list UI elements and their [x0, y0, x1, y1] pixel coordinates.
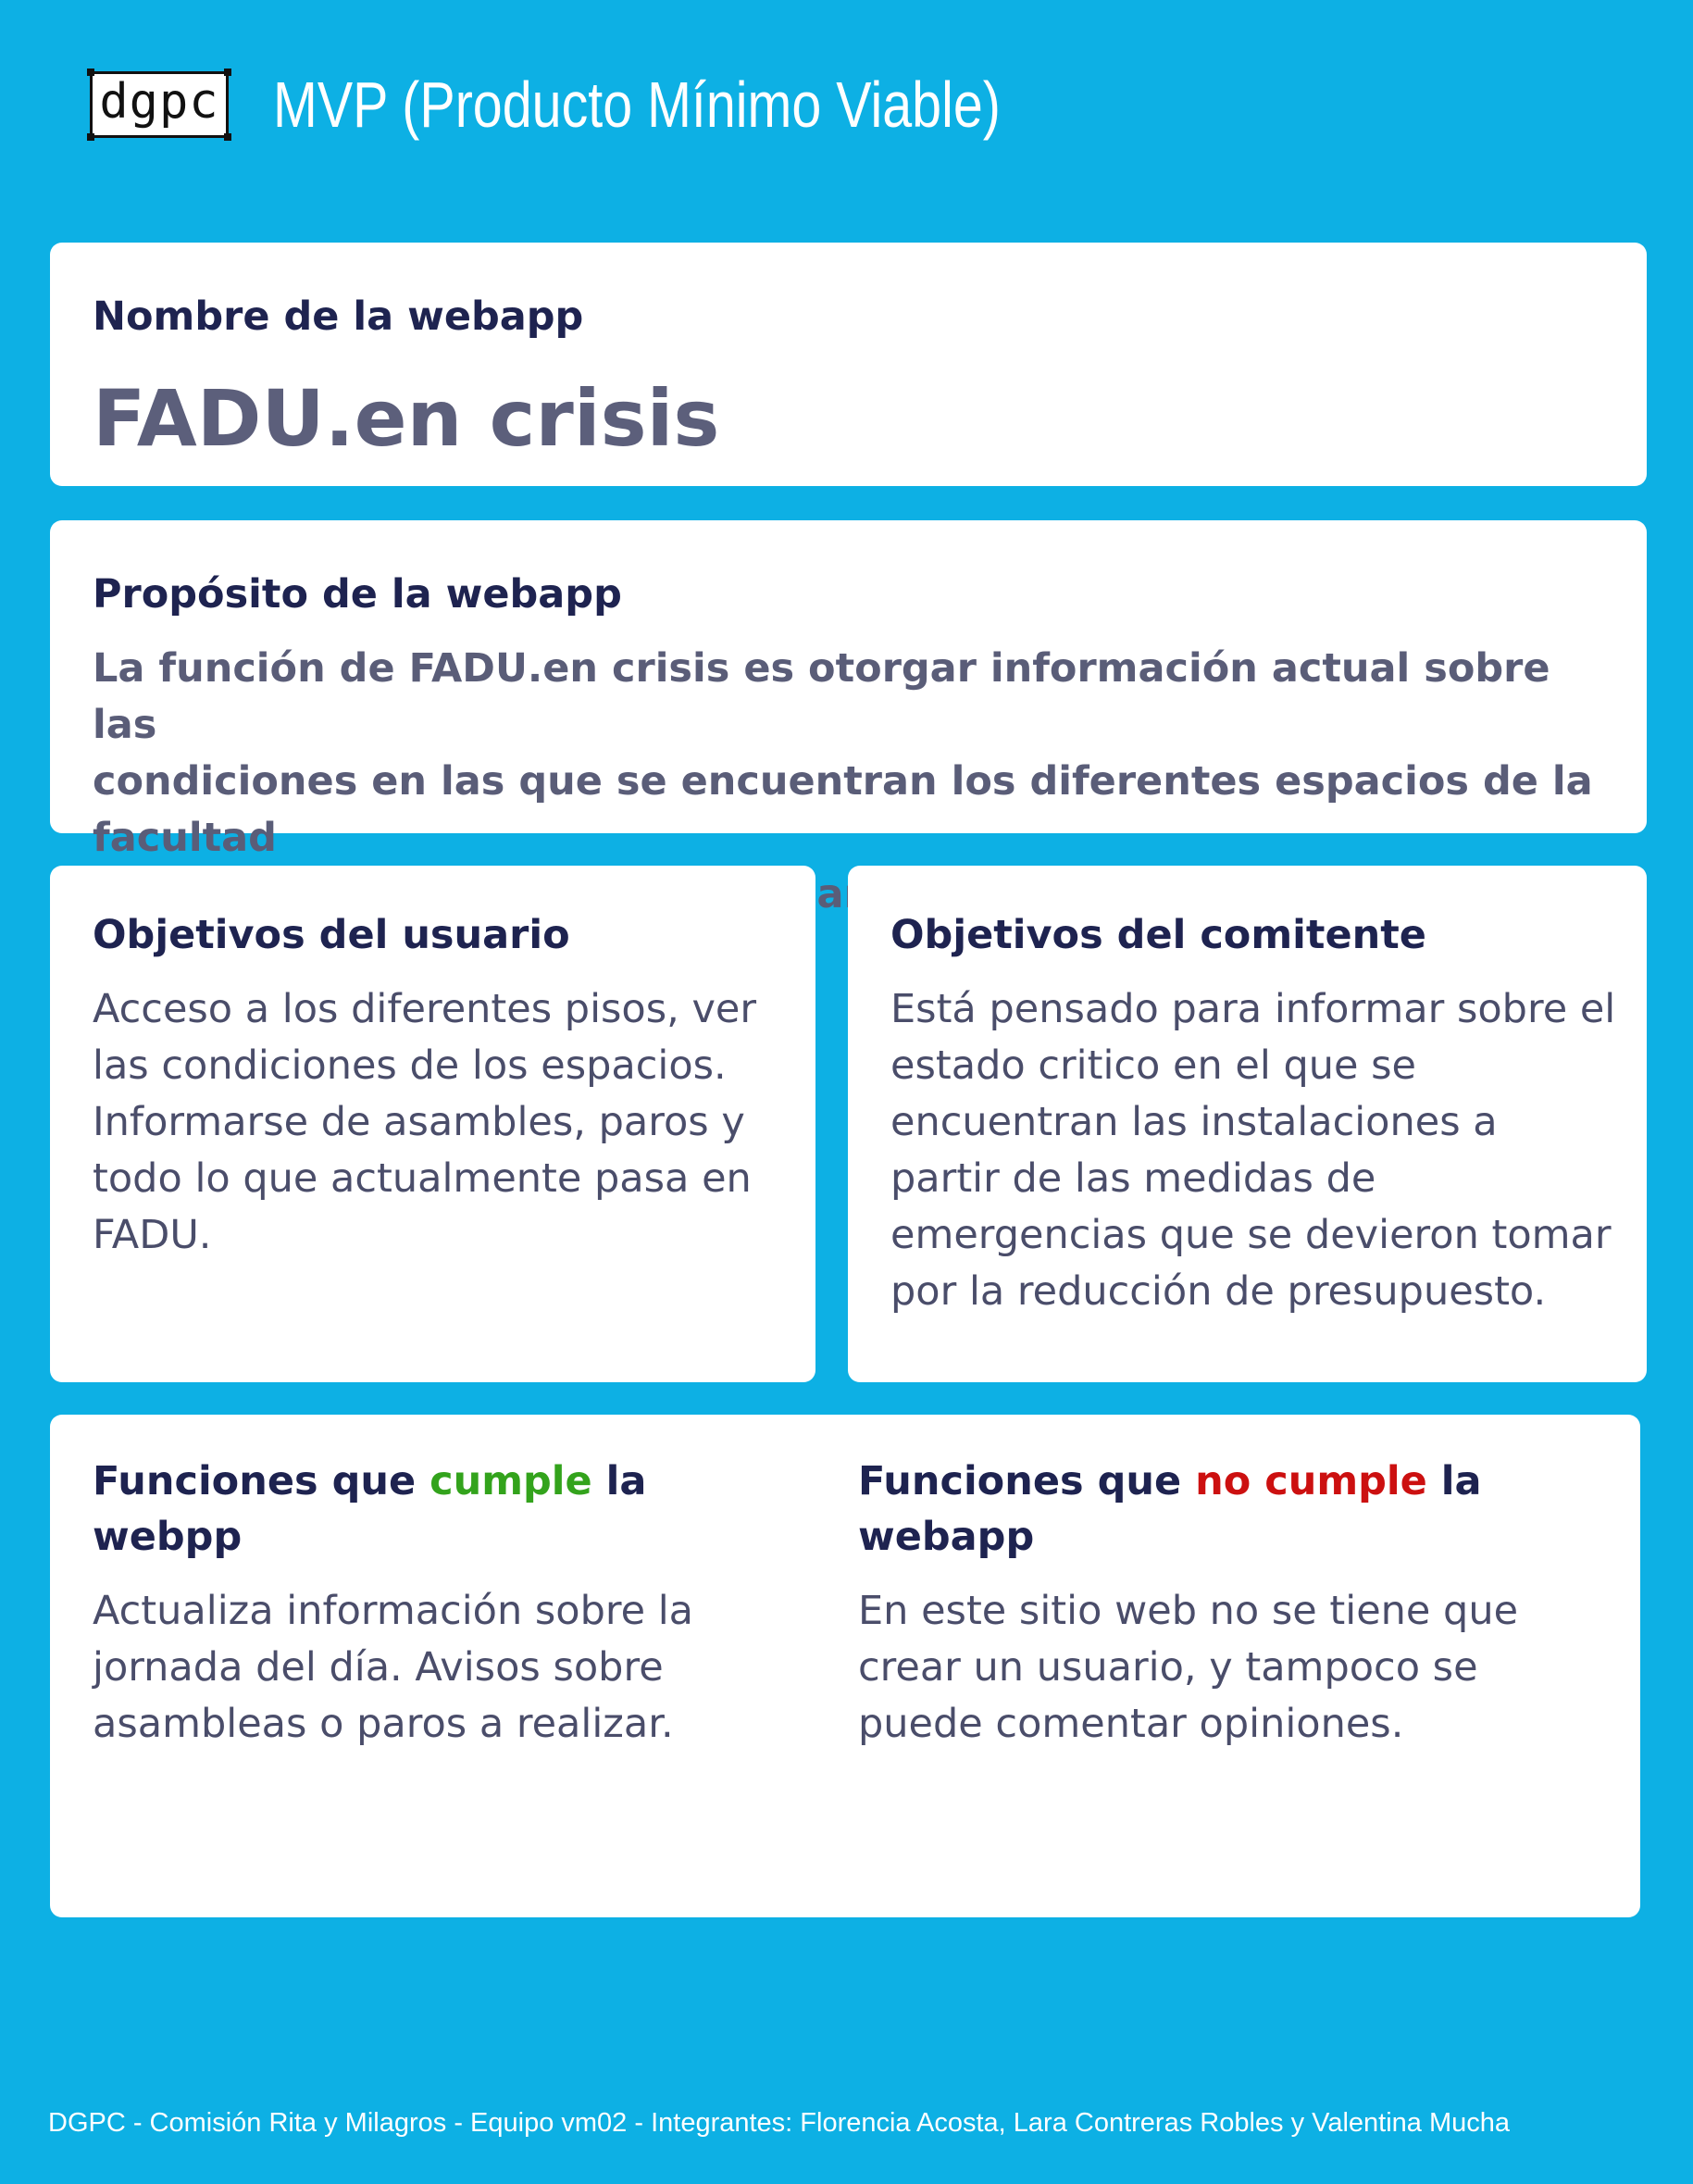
- user-goals-heading: Objetivos del usuario: [93, 912, 570, 958]
- functions-met-text: [93, 1583, 796, 1753]
- heading-part: la webpp: [93, 1458, 647, 1560]
- functions-not-met-column: [858, 1454, 1543, 1753]
- text-line: FADU.: [93, 1212, 212, 1258]
- dgpc-logo: [90, 71, 229, 138]
- text-line: Acceso a los diferentes pisos, ver: [93, 986, 757, 1032]
- user-goals-text: [93, 981, 788, 1264]
- logo-corner-handle: [224, 133, 231, 141]
- webapp-name-value: FADU.en crisis: [93, 373, 720, 464]
- logo-corner-handle: [224, 69, 231, 76]
- webapp-name-card: [50, 243, 1647, 486]
- text-line: estado critico en el que se: [890, 1042, 1417, 1089]
- text-line: todo lo que actualmente pasa en: [93, 1155, 752, 1202]
- client-goals-card: [848, 866, 1647, 1382]
- logo-text: dgpc: [99, 74, 219, 130]
- text-line: Está pensado para informar sobre el: [890, 986, 1616, 1032]
- text-line: condiciones en las que se encuentran los diferentes espacios de la facultad: [93, 758, 1593, 861]
- logo-corner-handle: [87, 133, 94, 141]
- text-line: crear un usuario, y tampoco se: [858, 1644, 1478, 1691]
- heading-part: Funciones que: [93, 1458, 430, 1504]
- page-title: MVP (Producto Mínimo Viable): [273, 69, 1001, 141]
- text-line: jornada del día. Avisos sobre: [93, 1644, 664, 1691]
- heading-part: webapp: [858, 1514, 1035, 1560]
- text-line: La función de FADU.en crisis es otorgar información actual sobre las: [93, 645, 1550, 748]
- functions-not-met-text: [858, 1583, 1543, 1753]
- user-goals-card: [50, 866, 815, 1382]
- page-header: [90, 63, 1160, 146]
- webapp-purpose-card: [50, 520, 1647, 861]
- webapp-name-heading: Nombre de la webapp: [93, 293, 584, 340]
- functions-not-met-heading: [858, 1454, 1543, 1565]
- functions-met-column: [93, 1454, 796, 1753]
- text-line: Actualiza información sobre la: [93, 1588, 694, 1634]
- text-line: partir de las medidas de: [890, 1155, 1376, 1202]
- footer-credits: DGPC - Comisión Rita y Milagros - Equipo vm02 - Integrantes: Florencia Acosta, Lara Contreras Robles y Valentina Mucha: [48, 2108, 1511, 2138]
- heading-part: la: [1426, 1458, 1482, 1504]
- text-line: emergencias que se devieron tomar: [890, 1212, 1612, 1258]
- logo-corner-handle: [87, 69, 94, 76]
- heading-part: Funciones que: [858, 1458, 1196, 1504]
- client-goals-text: [890, 981, 1619, 1320]
- cumple-highlight: cumple: [429, 1458, 592, 1504]
- no-cumple-highlight: no cumple: [1195, 1458, 1427, 1504]
- text-line: encuentran las instalaciones a: [890, 1099, 1498, 1145]
- text-line: las condiciones de los espacios.: [93, 1042, 727, 1089]
- webapp-purpose-heading: Propósito de la webapp: [93, 571, 622, 618]
- text-line: puede comentar opiniones.: [858, 1701, 1404, 1747]
- client-goals-heading: Objetivos del comitente: [890, 912, 1426, 958]
- text-line: por la reducción de presupuesto.: [890, 1268, 1547, 1315]
- text-line: En este sitio web no se tiene que: [858, 1588, 1519, 1634]
- functions-met-heading: [93, 1454, 796, 1565]
- functions-card: [50, 1415, 1640, 1917]
- text-line: asambleas o paros a realizar.: [93, 1701, 674, 1747]
- text-line: Informarse de asambles, paros y: [93, 1099, 745, 1145]
